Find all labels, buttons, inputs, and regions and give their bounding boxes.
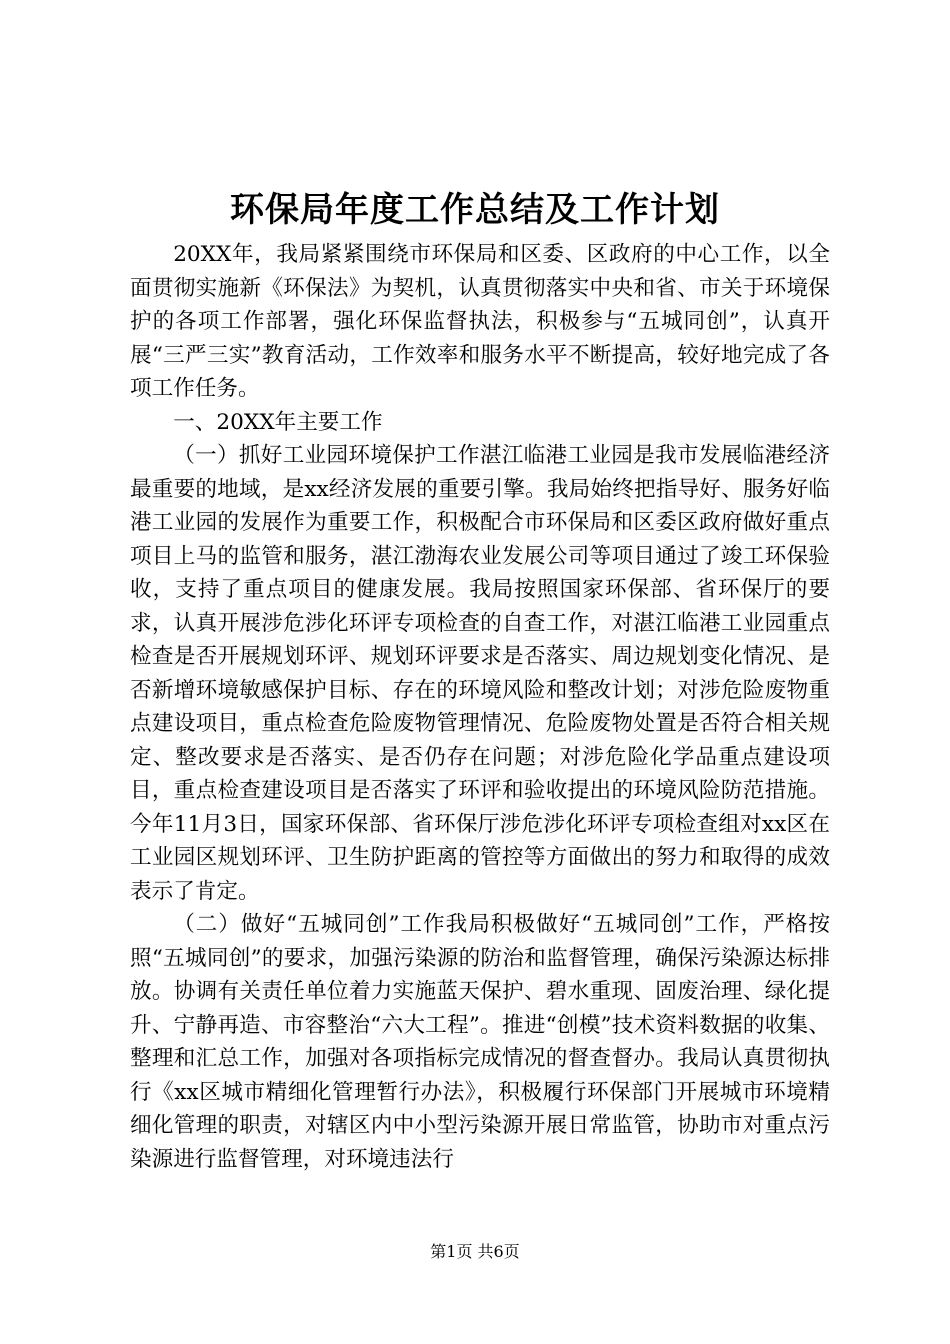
document-title: 环保局年度工作总结及工作计划 [230, 190, 720, 230]
page-footer: 第1页 共6页 [430, 1242, 520, 1261]
paragraph-section-1: （一）抓好工业园环境保护工作湛江临港工业园是我市发展临港经济最重要的地域，是xx经济发展的重要引擎。我局始终把指导好、服务好临港工业园的发展作为重要工作，积极配合市环保局和区委区政府做好重点项目上马的监管和服务，湛江渤海农业发展公司等项目通过了竣工环保验收，支持了重点项目的健康发展。我局按照国家环保部、省环保厅的要求，认真开展涉危涉化环评专项检查的自查工作，对湛江临港工业园重点检查是否开展规划环评、规划环评要求是否落实、周边规划变化情况、是否新增环境敏感保护目标、存在的环境风险和整改计划；对涉危险废物重点建设项目，重点检查危险废物管理情况、危险废物处置是否符合相关规定、整改要求是否落实、是否仍存在问题；对涉危险化学品重点建设项目，重点检查建设项目是否落实了环评和验收提出的环境风险防范措施。今年11月3日，国家环保部、省环保厅涉危涉化环评专项检查组对xx区在工业园区规划环评、卫生防护距离的管控等方面做出的努力和取得的成效表示了肯定。 [130, 443, 830, 904]
paragraph-section-2: （二）做好“五城同创”工作我局积极做好“五城同创”工作，严格按照“五城同创”的要求，加强污染源的防治和监督管理，确保污染源达标排放。协调有关责任单位着力实施蓝天保护、碧水重现、固废治理、绿化提升、宁静再造、市容整治“六大工程”。推进“创模”技术资料数据的收集、整理和汇总工作，加强对各项指标完成情况的督查督办。我局认真贯彻执行《xx区城市精细化管理暂行办法》，积极履行环保部门开展城市环境精细化管理的职责，对辖区内中小型污染源开展日常监管，协助市对重点污染源进行监督管理，对环境违法行 [130, 912, 830, 1172]
paragraph-intro: 20XX年，我局紧紧围绕市环保局和区委、区政府的中心工作，以全面贯彻实施新《环保法》为契机，认真贯彻落实中央和省、市关于环境保护的各项工作部署，强化环保监督执法，积极参与“五城同创”，认真开展“三严三实”教育活动，工作效率和服务水平不断提高，较好地完成了各项工作任务。 [130, 242, 830, 401]
section-heading: 一、20XX年主要工作 [173, 409, 383, 435]
document-body [130, 238, 830, 1176]
